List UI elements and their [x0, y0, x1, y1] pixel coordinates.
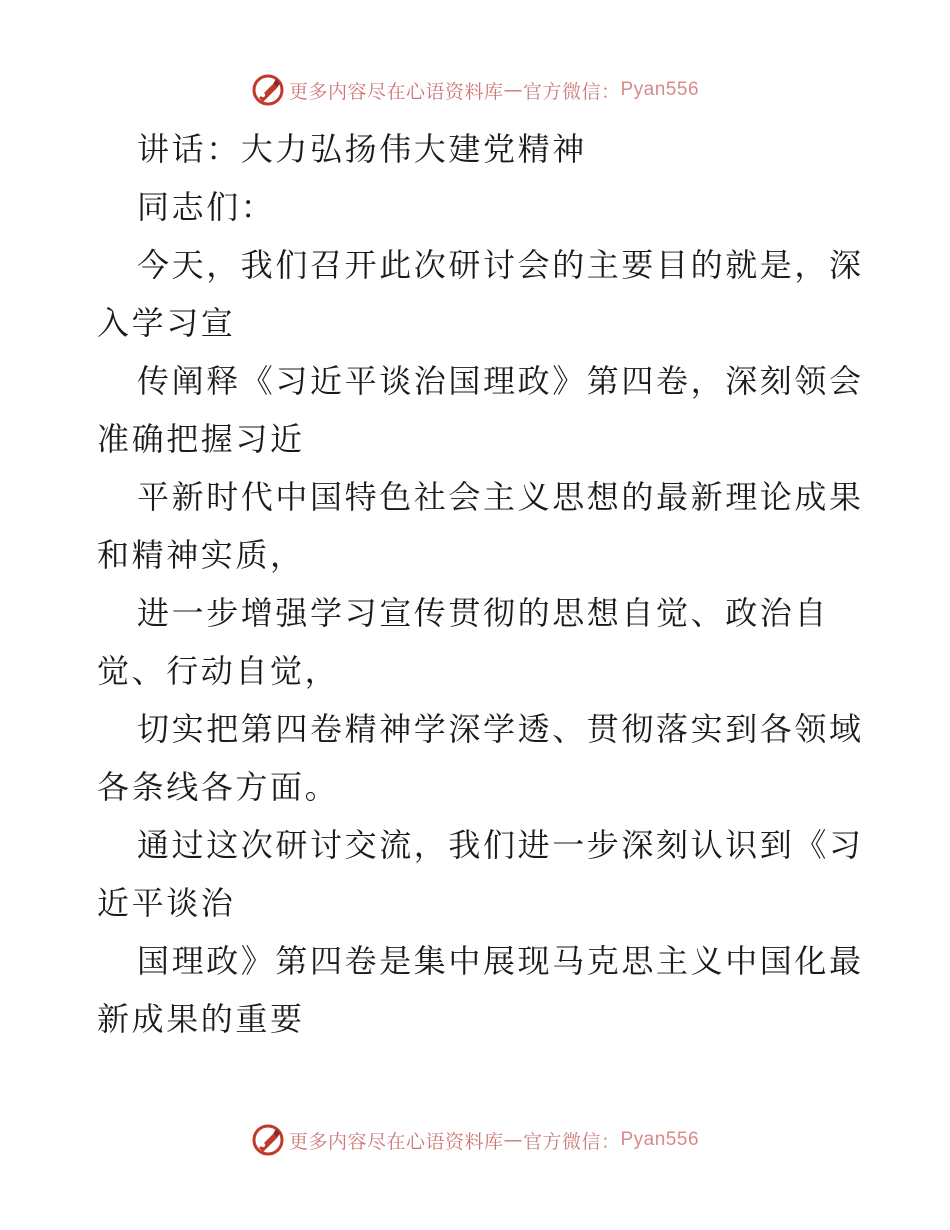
pen-logo-icon [251, 1123, 285, 1157]
banner-wechat-id: Pyan556 [620, 1129, 700, 1150]
text-line: 进一步增强学习宣传贯彻的思想自觉、政治自 [137, 594, 830, 632]
header-watermark-banner [0, 72, 950, 108]
text-line: 国理政》第四卷是集中展现马克思主义中国化最 [137, 942, 864, 980]
paragraph [97, 468, 864, 584]
banner-main-text: 更多内容尽在心语资料库 [288, 80, 504, 103]
banner-dash: — [503, 79, 523, 101]
paragraph [97, 584, 857, 700]
paragraph [97, 352, 864, 468]
text-line: 同志们： [137, 188, 276, 226]
banner-main-text: 更多内容尽在心语资料库 [288, 1130, 504, 1153]
pen-logo-icon [251, 73, 285, 107]
salutation [97, 178, 857, 236]
text-line: 新成果的重要 [97, 1000, 305, 1038]
text-line: 各条线各方面。 [97, 768, 340, 806]
document-title [97, 120, 857, 178]
text-line: 今天，我们召开此次研讨会的主要目的就是，深 [137, 246, 864, 284]
text-line: 近平谈治 [97, 884, 236, 922]
footer-watermark-banner [0, 1122, 950, 1158]
text-line: 通过这次研讨交流，我们进一步深刻认识到《习 [137, 826, 864, 864]
banner-dash: — [503, 1129, 523, 1151]
text-line: 平新时代中国特色社会主义思想的最新理论成果 [137, 478, 864, 516]
text-line: 和精神实质， [97, 536, 305, 574]
banner-wechat-label: 官方微信： [522, 80, 621, 103]
banner-wechat-label: 官方微信： [522, 1130, 621, 1153]
paragraph [97, 700, 864, 816]
banner-wechat-id: Pyan556 [620, 79, 700, 100]
text-line: 传阐释《习近平谈治国理政》第四卷，深刻领会 [137, 362, 864, 400]
paragraph [97, 236, 864, 352]
text-line: 切实把第四卷精神学深学透、贯彻落实到各领域 [137, 710, 864, 748]
text-line: 觉、行动自觉， [97, 652, 340, 690]
document-body [97, 120, 864, 1048]
paragraph [97, 932, 864, 1048]
text-line: 讲话：大力弘扬伟大建党精神 [137, 130, 587, 168]
text-line: 准确把握习近 [97, 420, 305, 458]
paragraph [97, 816, 864, 932]
text-line: 入学习宣 [97, 304, 236, 342]
